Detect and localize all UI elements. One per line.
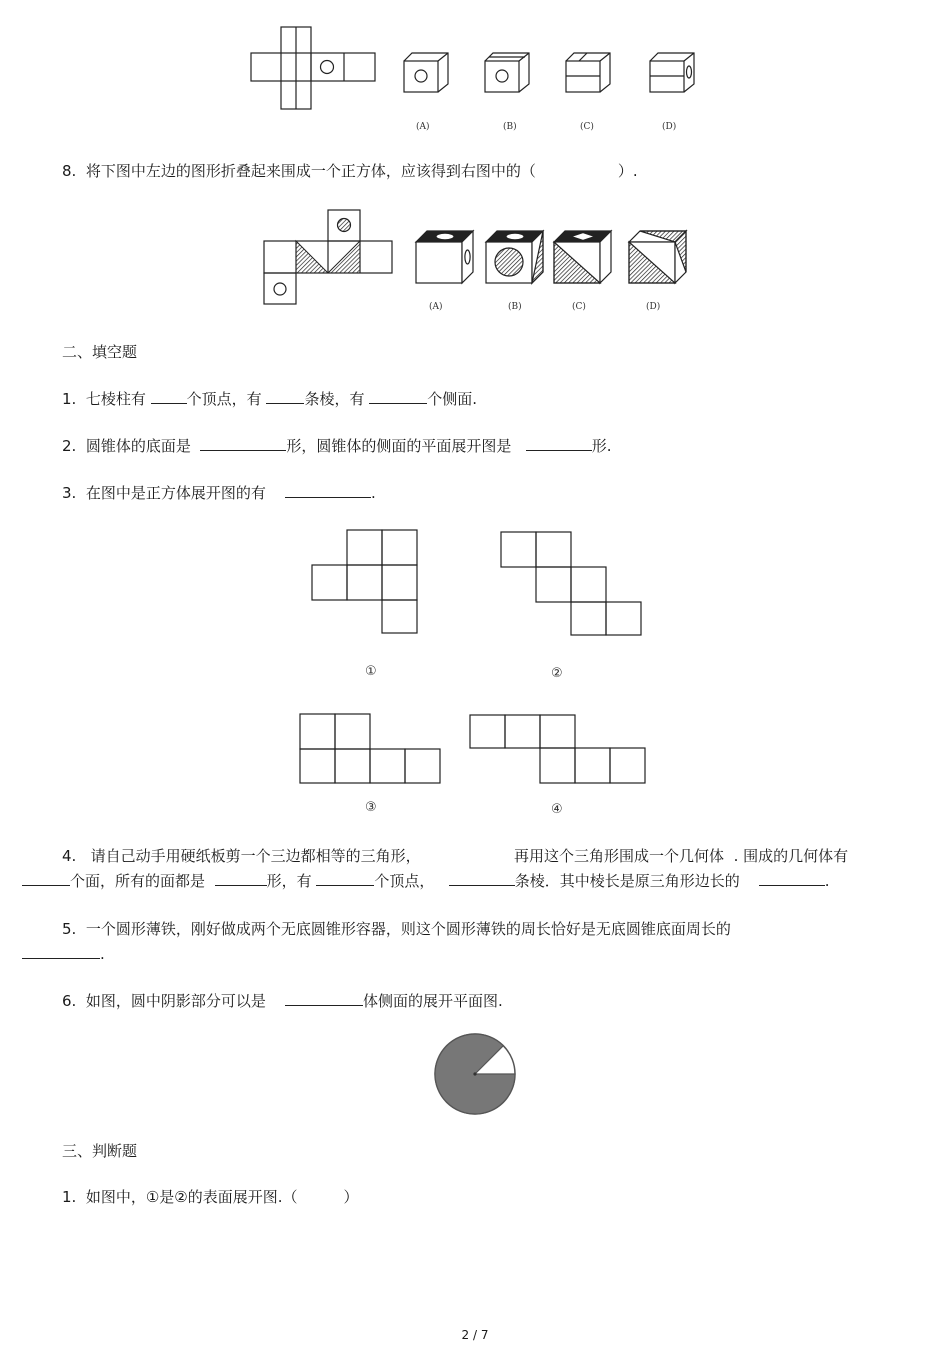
s2-q3: [62, 483, 376, 503]
q7-label-c: (C): [580, 122, 594, 132]
s2-q6-text-b: 体侧面的展开平面图.: [362, 992, 503, 1010]
s2-q1: [62, 389, 477, 409]
s2-q3-number: 3.: [62, 484, 77, 502]
s3-q1-text: 如图中，①是②的表面展开图.（: [85, 1188, 298, 1206]
q8-label-d: (D): [646, 302, 661, 312]
s2-q1-text-a: 七棱柱有: [85, 390, 146, 408]
q8-option-b-cube: [485, 230, 545, 284]
q7-option-c-cube: [565, 52, 613, 94]
q8-label-b: (B): [508, 302, 522, 312]
q8-text-before: 将下图中左边的图形折叠起来围成一个正方体，应该得到右图中的（: [85, 162, 536, 180]
s2-q6-blank[interactable]: [285, 991, 363, 1006]
s2-q2-text-b: 形，圆锥体的侧面的平面展开图是: [286, 437, 512, 455]
s2-q4-blank-edges[interactable]: [449, 871, 515, 886]
s2-q6: [62, 991, 503, 1011]
s2-q1-blank-edges[interactable]: [266, 389, 304, 404]
q8-net-figure: [263, 209, 393, 305]
s2-q4-text-2a: 个面，所有的面都是: [70, 872, 206, 890]
s2-q2-text-a: 圆锥体的底面是: [85, 437, 191, 455]
q8-option-d-cube: [628, 230, 688, 284]
s2-q3-text-a: 在图中是正方体展开图的有: [85, 484, 266, 502]
s2-q2-blank-base[interactable]: [200, 436, 286, 451]
s2-q4-text-1c: . 围成的几何体有: [733, 847, 849, 865]
s2-q4-text-2b: 形，有: [266, 872, 312, 890]
s2-q3-label-3: ③: [365, 800, 377, 815]
s2-q4-text-2d: 条棱．其中棱长是原三角形边长的: [514, 872, 740, 890]
s2-q4-blank-shape[interactable]: [215, 871, 267, 886]
s2-q1-text-d: 个侧面.: [427, 390, 478, 408]
s2-q2-blank-lateral[interactable]: [526, 436, 592, 451]
s2-q3-blank[interactable]: [285, 483, 371, 498]
s3-q1: [62, 1187, 359, 1207]
s2-q2-text-c: 形.: [591, 437, 612, 455]
q7-label-a: (A): [416, 122, 430, 132]
q8-label-c: (C): [572, 302, 586, 312]
s2-q4-text-1b: 再用这个三角形围成一个几何体: [514, 847, 725, 865]
s2-q3-net-2: [500, 531, 645, 637]
page-number: 2 / 7: [461, 1328, 489, 1342]
q8-option-a-cube: [415, 230, 475, 284]
s3-q1-end: ）: [343, 1188, 359, 1206]
q7-label-b: (B): [503, 122, 517, 132]
s2-q3-net-4: [469, 714, 649, 786]
q7-option-b-cube: [484, 52, 532, 94]
q7-label-d: (D): [662, 122, 677, 132]
s2-q1-text-c: 条棱，有: [304, 390, 365, 408]
s2-q5-line2: [22, 944, 105, 964]
q7-option-d-cube: [649, 52, 697, 94]
q8-question: [62, 161, 638, 181]
s2-q3-label-2: ②: [551, 666, 563, 681]
s2-q4-blank-vertices[interactable]: [316, 871, 374, 886]
s2-q3-label-1: ①: [365, 664, 377, 679]
s2-q3-text-b: .: [370, 484, 376, 502]
s2-q1-number: 1.: [62, 390, 77, 408]
s2-q5-text: 一个圆形薄铁，刚好做成两个无底圆锥形容器，则这个圆形薄铁的周长恰好是无底圆锥底面周长的: [85, 920, 731, 938]
s2-q5-blank[interactable]: [22, 944, 100, 959]
s3-q1-number: 1.: [62, 1188, 77, 1206]
s2-q6-text-a: 如图，圆中阴影部分可以是: [85, 992, 266, 1010]
s2-q4-blank-ratio[interactable]: [759, 871, 825, 886]
s2-q4-text-1a: 请自己动手用硬纸板剪一个三边都相等的三角形，: [90, 847, 421, 865]
s2-q6-sector-circle: [432, 1031, 518, 1117]
q8-text-after: ）.: [617, 162, 638, 180]
q8-number: 8.: [62, 162, 77, 180]
s2-q6-number: 6.: [62, 992, 77, 1010]
s2-q4-text-2e: .: [824, 872, 830, 890]
s2-q4-line1-b: [514, 846, 848, 866]
section2-heading: 二、填空题: [62, 343, 138, 361]
q7-option-a-cube: [403, 52, 451, 94]
s2-q1-blank-vertices[interactable]: [151, 389, 187, 404]
s2-q3-net-3: [299, 713, 444, 785]
s2-q5-line1: [62, 919, 731, 939]
s2-q3-net-1: [311, 529, 421, 635]
s2-q5-number: 5.: [62, 920, 77, 938]
s2-q4-blank-faces[interactable]: [22, 871, 70, 886]
s2-q4-line1: [62, 846, 421, 866]
s2-q1-blank-faces[interactable]: [369, 389, 427, 404]
s2-q3-label-4: ④: [551, 802, 563, 817]
s2-q1-text-b: 个顶点，有: [186, 390, 262, 408]
s2-q4-text-2c: 个顶点，: [374, 872, 435, 890]
q8-label-a: (A): [429, 302, 443, 312]
s2-q4-line2: [22, 871, 830, 891]
q8-option-c-cube: [553, 230, 613, 284]
s2-q4-number: 4.: [62, 847, 77, 865]
s2-q5-end: .: [100, 945, 105, 963]
s2-q2: [62, 436, 612, 456]
section3-heading: 三、判断题: [62, 1142, 138, 1160]
q7-net-figure: [250, 26, 376, 110]
s2-q2-number: 2.: [62, 437, 77, 455]
